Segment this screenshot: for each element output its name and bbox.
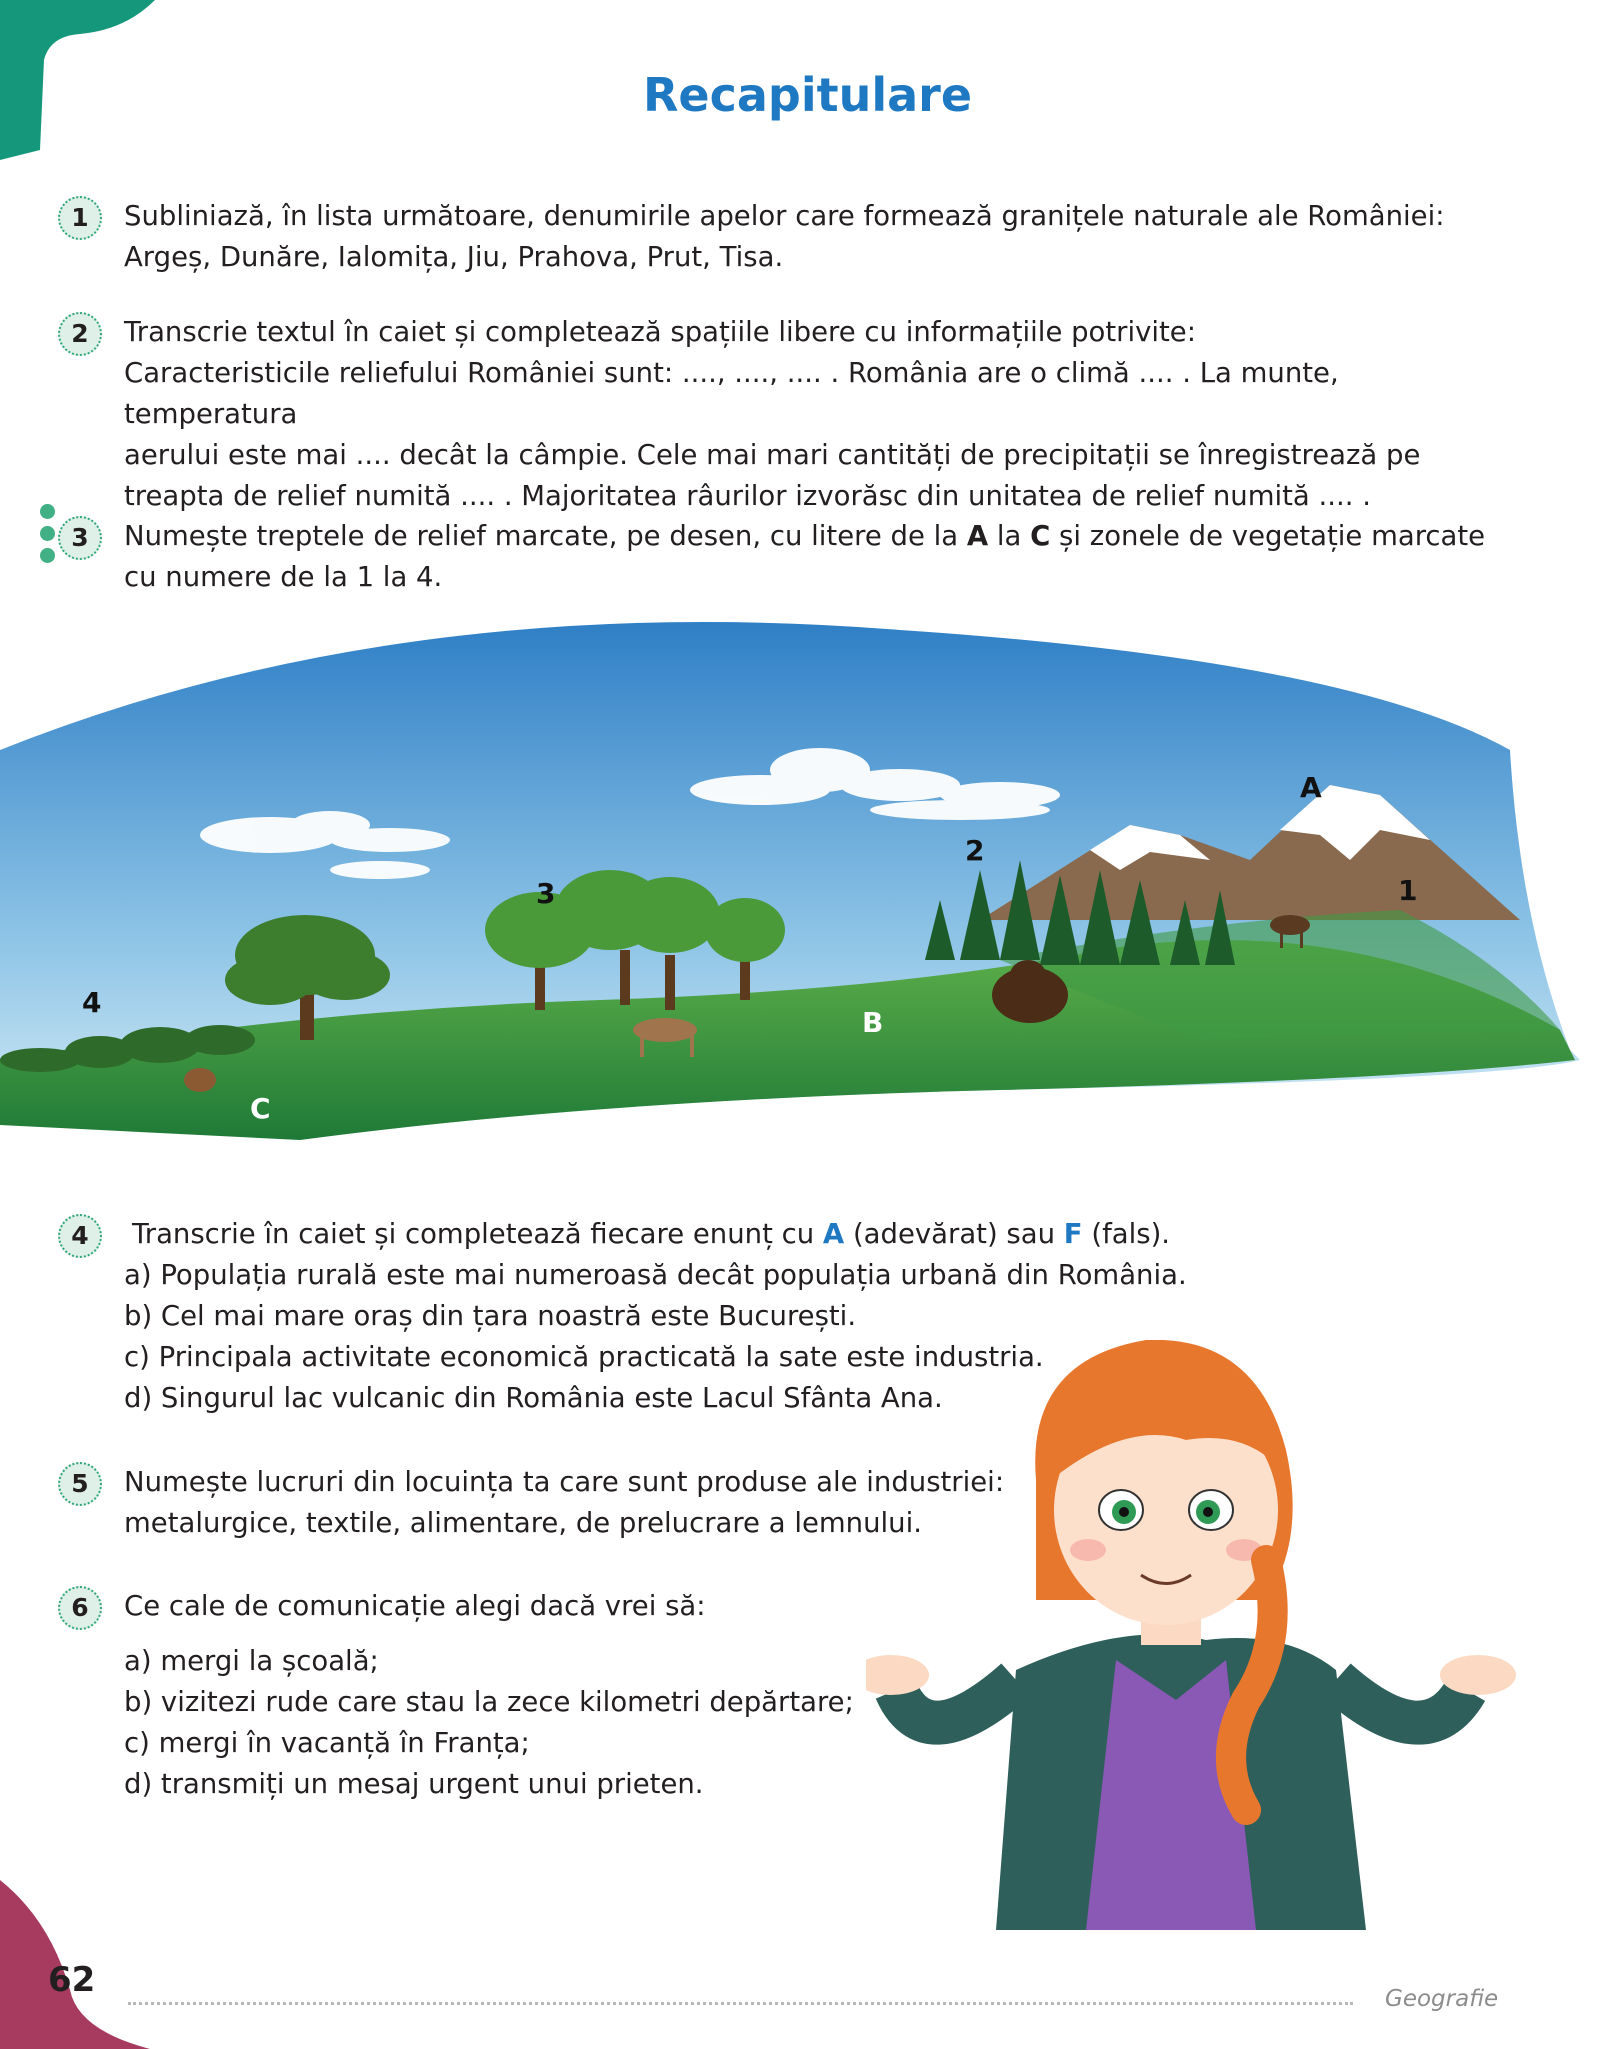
page-title: Recapitulare [642, 68, 973, 122]
exercise-text: Subliniază, în lista următoare, denumirile apelor care formează granițele naturale ale României: [124, 200, 1445, 232]
exercise-item: b) Cel mai mare oraș din țara noastră este București. [124, 1300, 857, 1332]
footer-divider [128, 2002, 1353, 2005]
exercise-number: 2 [58, 312, 102, 356]
exercise-text: metalurgice, textile, alimentare, de prelucrare a lemnului. [124, 1507, 922, 1539]
exercise-text: aerului este mai .... decât la câmpie. Cele mai mari cantități de precipitații se înregistrează pe [124, 439, 1421, 471]
exercise-text: Ce cale de comunicație alegi dacă vrei să: [124, 1590, 706, 1622]
exercise-3 [58, 516, 1498, 606]
vegetation-label-4: 4 [82, 986, 102, 1019]
exercise-number: 1 [58, 196, 102, 240]
exercise-text: treapta de relief numită .... . Majoritatea râurilor izvorăsc din unitatea de relief numită .... . [124, 480, 1371, 512]
exercise-item: d) Singurul lac vulcanic din România este Lacul Sfânta Ana. [124, 1382, 943, 1414]
difficulty-dots [40, 504, 56, 570]
girl-illustration [866, 1340, 1566, 1930]
vegetation-label-3: 3 [536, 877, 556, 910]
exercise-1 [58, 196, 1498, 286]
vegetation-label-1: 1 [1398, 874, 1418, 907]
exercise-item: c) mergi în vacanță în Franța; [124, 1727, 530, 1759]
relief-label-b: B [862, 1006, 884, 1039]
vegetation-label-2: 2 [965, 834, 985, 867]
exercise-number: 4 [58, 1214, 102, 1258]
exercise-item: a) Populația rurală este mai numeroasă decât populația urbană din România. [124, 1259, 1187, 1291]
exercise-item: d) transmiți un mesaj urgent unui prieten. [124, 1768, 704, 1800]
exercise-text: Numește treptele de relief marcate, pe desen, cu litere de la A la C și zonele de vegetație marcate [124, 520, 1486, 552]
page-number: 62 [48, 1960, 96, 2000]
exercise-number: 3 [58, 516, 102, 560]
exercise-text: Argeș, Dunăre, Ialomița, Jiu, Prahova, Prut, Tisa. [124, 241, 784, 273]
exercise-item: a) mergi la școală; [124, 1645, 379, 1677]
exercise-number: 5 [58, 1462, 102, 1506]
exercise-text: cu numere de la 1 la 4. [124, 561, 443, 593]
relief-label-a: A [1300, 771, 1322, 804]
exercise-item: c) Principala activitate economică practicată la sate este industria. [124, 1341, 1044, 1373]
relief-landscape-illustration [0, 620, 1615, 1160]
exercise-6 [58, 1586, 958, 1816]
relief-label-c: C [250, 1092, 271, 1125]
exercise-item: b) vizitezi rude care stau la zece kilometri depărtare; [124, 1686, 854, 1718]
exercise-text: Transcrie în caiet și completează fiecare enunț cu A (adevărat) sau F (fals). [132, 1218, 1171, 1250]
exercise-text: Transcrie textul în caiet și completează spațiile libere cu informațiile potrivite: [124, 316, 1196, 348]
exercise-text: Numește lucruri din locuința ta care sunt produse ale industriei: [124, 1466, 1005, 1498]
exercise-number: 6 [58, 1586, 102, 1630]
subject-label: Geografie [1385, 1986, 1499, 2012]
exercise-2 [58, 312, 1498, 512]
exercise-text: Caracteristicile reliefului României sunt: ...., ...., .... . România are o climă .... . La munte, temperatura [124, 357, 1339, 430]
